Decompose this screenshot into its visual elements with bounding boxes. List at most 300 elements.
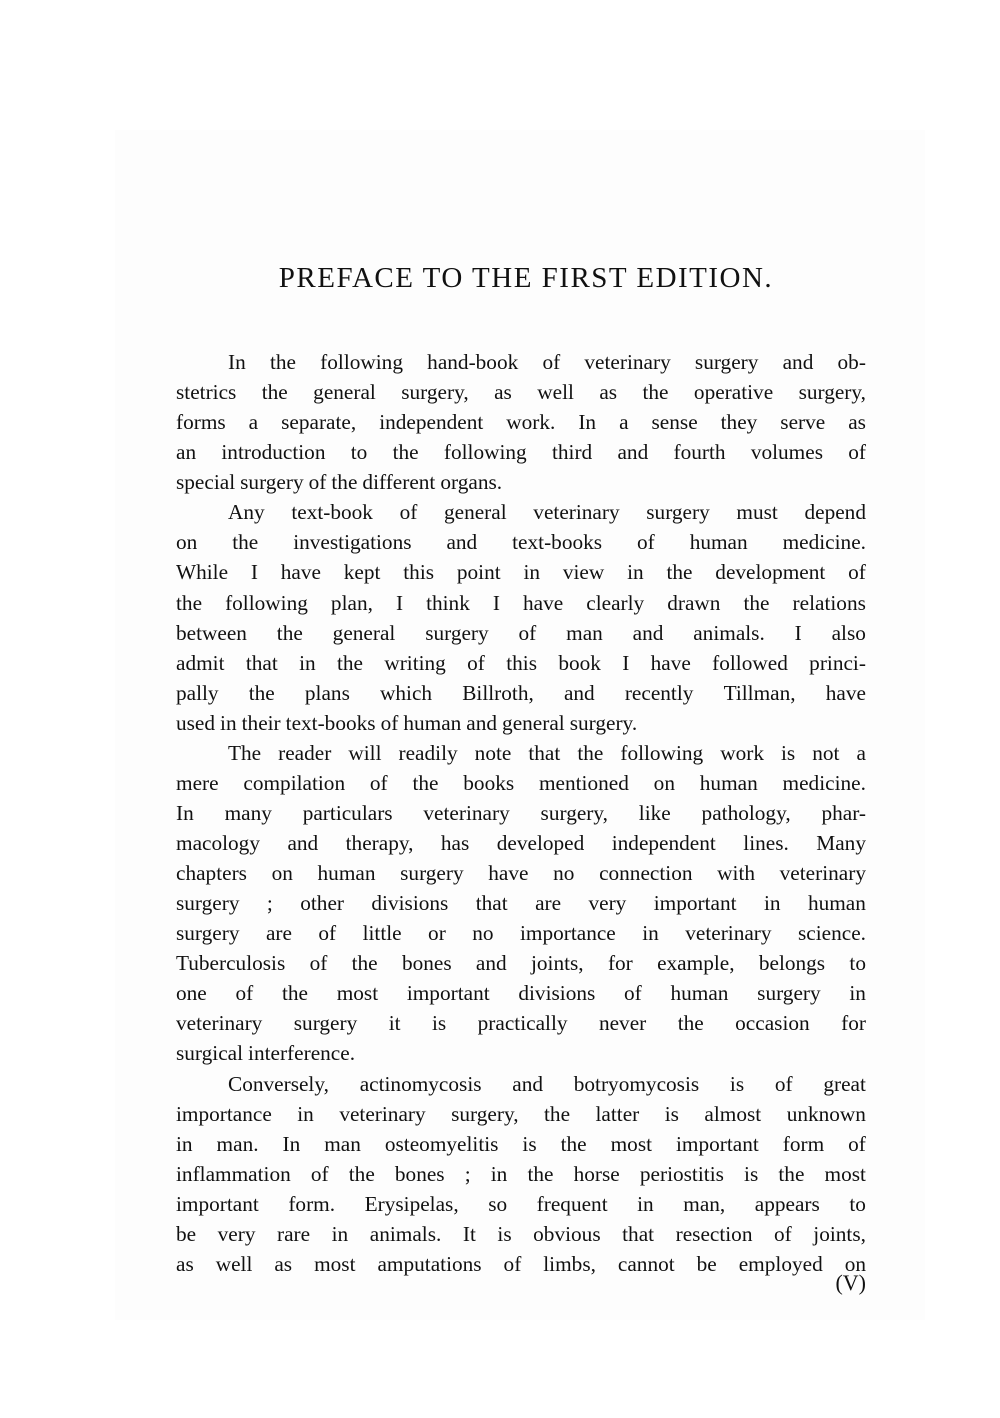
word: pally [176, 680, 219, 705]
word: In [228, 350, 246, 374]
word: the [261, 380, 288, 405]
word: limbs, [543, 1251, 596, 1276]
word: it [388, 1011, 401, 1036]
word: on [176, 530, 198, 555]
word: is [431, 1011, 447, 1036]
word: to [849, 951, 866, 976]
word: text-books [512, 530, 603, 555]
word: While [176, 560, 229, 585]
word: example, [657, 951, 735, 976]
word: in [523, 560, 541, 585]
word: special [176, 470, 236, 495]
word: surgery, [798, 380, 866, 405]
word: used [176, 710, 216, 735]
word: of [369, 770, 388, 795]
word: well [537, 380, 574, 405]
word: think [426, 590, 470, 615]
text-line [176, 708, 866, 738]
word: like [638, 800, 671, 825]
word: as [176, 1251, 194, 1276]
text-line [176, 1129, 866, 1159]
word: different [362, 470, 436, 495]
word: that [475, 891, 508, 916]
word: and [466, 710, 498, 735]
text-line [176, 738, 866, 768]
word: appears [754, 1191, 820, 1216]
word: must [736, 500, 778, 525]
word: occasion [735, 1011, 810, 1036]
word: surgery, [451, 1101, 519, 1126]
word: that [622, 1221, 655, 1246]
word: in [490, 1161, 508, 1186]
word: fourth [673, 440, 726, 465]
word: surgery [425, 620, 489, 645]
word: compilation [243, 770, 346, 795]
word: book [558, 650, 601, 675]
text-line [176, 467, 866, 497]
word: so [488, 1191, 508, 1216]
word: therapy, [345, 831, 414, 855]
word: macology [176, 831, 260, 855]
word: important [406, 981, 490, 1006]
word: the [778, 1161, 805, 1186]
word: which [380, 680, 433, 705]
word: of [774, 1071, 793, 1096]
word: actinomycosis [359, 1071, 482, 1096]
word: obvious [533, 1221, 601, 1246]
word: man [566, 620, 603, 645]
word: in [763, 891, 781, 916]
word: cannot [617, 1251, 675, 1276]
word: plans [304, 680, 350, 705]
word: of [467, 650, 485, 675]
word: human [689, 530, 748, 555]
word: have [280, 560, 321, 585]
word: I [492, 590, 500, 615]
word: surgical [176, 1041, 244, 1066]
word: following [225, 590, 308, 615]
word: other [300, 891, 344, 916]
text-line [176, 1189, 866, 1219]
word: form [782, 1131, 825, 1156]
word: view [562, 560, 605, 585]
word: readily [398, 740, 458, 765]
word: veterinary [779, 861, 866, 886]
word: that [528, 740, 561, 765]
word: the [281, 981, 308, 1006]
text-line [176, 888, 866, 918]
word: lines. [743, 831, 789, 855]
word: this [403, 560, 435, 585]
text-line [176, 588, 866, 618]
word: most [824, 1161, 866, 1186]
word: have [650, 650, 691, 675]
word: operative [693, 380, 774, 405]
word: man. [216, 1131, 259, 1156]
word: joints, [813, 1221, 866, 1246]
word: not [812, 740, 840, 765]
word: I [250, 560, 258, 585]
word: veterinary [423, 800, 510, 825]
word: the [176, 590, 203, 615]
word: have [825, 680, 866, 705]
word: important [176, 1191, 259, 1216]
word: the [351, 951, 378, 976]
word: of [318, 921, 337, 946]
word: note [474, 740, 512, 765]
word: are [265, 921, 292, 946]
word: science. [797, 921, 866, 946]
text-line [176, 678, 866, 708]
word: man, [683, 1191, 726, 1216]
text-line [176, 347, 866, 377]
word: practically [477, 1011, 568, 1036]
text-line [176, 1008, 866, 1038]
word: animals. [369, 1221, 442, 1246]
word: the [336, 650, 363, 675]
word: kept [343, 560, 381, 585]
word: a [856, 740, 866, 765]
word: separate, [281, 410, 357, 435]
text-line [176, 948, 866, 978]
word: as [848, 410, 866, 435]
text-line [176, 828, 866, 858]
text-line [176, 1069, 866, 1099]
word: for [607, 951, 633, 976]
word: the [269, 350, 296, 374]
word: investigations [293, 530, 412, 555]
word: the [276, 620, 303, 645]
word: in [220, 710, 237, 735]
word: little [362, 921, 402, 946]
word: volumes [750, 440, 823, 465]
word: frequent [536, 1191, 608, 1216]
word: no [472, 921, 494, 946]
text-line [176, 1249, 866, 1279]
word: mere [176, 770, 219, 795]
page-number: (V) [835, 1270, 866, 1295]
word: human [670, 981, 729, 1006]
word: important [653, 891, 737, 916]
word: surgery. [569, 710, 638, 735]
word: and [446, 530, 478, 555]
word: the [527, 1161, 554, 1186]
word: surgery [646, 500, 710, 525]
word: surgery [757, 981, 821, 1006]
word: as [599, 380, 618, 405]
word: veterinary [176, 1011, 263, 1036]
word: Erysipelas, [364, 1191, 459, 1216]
word: the [412, 770, 439, 795]
word: horse [573, 1161, 620, 1186]
word: to [350, 440, 368, 465]
word: interference. [248, 1041, 356, 1066]
word: human [403, 710, 462, 735]
word: of [503, 1251, 522, 1276]
word: point [456, 560, 501, 585]
word: human [317, 861, 376, 886]
word: surgery, [540, 800, 608, 825]
word: and [563, 680, 595, 705]
word: surgery [293, 1011, 358, 1036]
word: has [440, 831, 470, 855]
word: of [310, 1161, 329, 1186]
word: is [781, 740, 796, 765]
word: divisions [518, 981, 596, 1006]
word: between [176, 620, 247, 645]
word: be [176, 1221, 197, 1246]
word: veterinary [685, 921, 772, 946]
word: and [617, 440, 649, 465]
word: or [428, 921, 446, 946]
preface-body [176, 347, 866, 1279]
word: surgery [694, 350, 759, 374]
word: It [462, 1221, 476, 1246]
text-line [176, 858, 866, 888]
word: periostitis [639, 1161, 724, 1186]
word: surgery [400, 861, 464, 886]
word: on [844, 1251, 866, 1276]
word: work. [506, 410, 556, 435]
word: ; [464, 1161, 471, 1186]
word: an [176, 440, 197, 465]
word: have [523, 590, 564, 615]
word: inflammation [176, 1161, 291, 1186]
word: general [313, 380, 376, 405]
word: on [271, 861, 293, 886]
word: sense [651, 410, 698, 435]
word: a [248, 410, 259, 435]
word: most [314, 1251, 356, 1276]
word: will [348, 740, 382, 765]
word: ; [266, 891, 273, 916]
text-line [176, 527, 866, 557]
word: organs. [440, 470, 503, 495]
word: connection [599, 861, 693, 886]
word: text-book [291, 500, 373, 525]
word: veterinary [533, 500, 620, 525]
word: the [743, 590, 770, 615]
word: forms [176, 410, 226, 435]
word: never [598, 1011, 647, 1036]
text-line [176, 1219, 866, 1249]
word: independent [611, 831, 716, 855]
word: very [588, 891, 627, 916]
word: particulars [302, 800, 393, 825]
word: in [849, 981, 866, 1006]
word: is [522, 1131, 537, 1156]
word: writing [384, 650, 446, 675]
word: in [297, 1101, 314, 1126]
word: the [544, 1101, 571, 1126]
word: joints, [530, 951, 584, 976]
word: is [744, 1161, 759, 1186]
word: clearly [586, 590, 645, 615]
word: unknown [786, 1101, 866, 1126]
word: and [512, 1071, 544, 1096]
word: text-books [285, 710, 376, 735]
word: that [245, 650, 278, 675]
word: in [299, 650, 316, 675]
word: also [831, 620, 866, 645]
word: medicine. [782, 530, 866, 555]
word: this [506, 650, 537, 675]
word: the [248, 680, 275, 705]
word: the [392, 440, 419, 465]
page-title: PREFACE TO THE FIRST EDITION. [278, 262, 774, 295]
word: and [475, 951, 507, 976]
word: The [228, 740, 262, 765]
word: almost [704, 1101, 762, 1126]
word: Tillman, [723, 680, 796, 705]
word: following [443, 440, 527, 465]
word: as [494, 380, 512, 405]
word: hand-book [427, 350, 519, 374]
word: princi- [809, 650, 866, 675]
word: of [399, 500, 418, 525]
word: in [637, 1191, 654, 1216]
word: independent [379, 410, 484, 435]
word: for [841, 1011, 866, 1036]
text-line [176, 407, 866, 437]
word: veterinary [584, 350, 671, 374]
word: general [443, 500, 507, 525]
word: I [794, 620, 802, 645]
word: importance [176, 1101, 272, 1126]
word: the [232, 530, 259, 555]
word: very [217, 1221, 256, 1246]
word: the [577, 740, 604, 765]
word: the [677, 1011, 704, 1036]
word: books [463, 770, 515, 795]
word: Tuberculosis [176, 951, 286, 976]
word: important [676, 1131, 759, 1156]
word: and [287, 831, 319, 855]
word: and [782, 350, 814, 374]
word: surgery, [401, 380, 469, 405]
word: is [729, 1071, 745, 1096]
word: no [553, 861, 575, 886]
word: great [823, 1071, 866, 1096]
word: form. [288, 1191, 336, 1216]
word: most [610, 1131, 653, 1156]
word: to [849, 1191, 866, 1216]
word: of [637, 530, 655, 555]
word: their [241, 710, 281, 735]
word: admit [176, 650, 225, 675]
word: ob- [837, 350, 866, 374]
word: well [215, 1251, 253, 1276]
word: following [620, 740, 704, 765]
word: of [518, 620, 537, 645]
word: In [578, 410, 597, 435]
word: of [848, 440, 866, 465]
word: human [699, 770, 758, 795]
text-line [176, 1099, 866, 1129]
word: have [488, 861, 529, 886]
word: general [502, 710, 565, 735]
word: surgery [176, 891, 240, 916]
text-line [176, 1159, 866, 1189]
word: plan, [330, 590, 373, 615]
word: third [551, 440, 593, 465]
word: relations [792, 590, 866, 615]
word: bones [401, 951, 452, 976]
word: pathology, [701, 800, 791, 825]
word: recently [624, 680, 694, 705]
word: one [176, 981, 207, 1006]
word: botryomycosis [573, 1071, 700, 1096]
word: the [642, 380, 669, 405]
text-line [176, 918, 866, 948]
text-line [176, 497, 866, 527]
word: they [720, 410, 758, 435]
word: of [774, 1221, 792, 1246]
word: with [717, 861, 756, 886]
word: in [627, 560, 644, 585]
word: mentioned [538, 770, 629, 795]
word: and [632, 620, 664, 645]
word: is [664, 1101, 679, 1126]
word: most [336, 981, 379, 1006]
word: general [332, 620, 396, 645]
text-line [176, 648, 866, 678]
word: of [380, 710, 399, 735]
word: following [320, 350, 403, 374]
word: Any [228, 500, 265, 525]
word: Billroth, [462, 680, 534, 705]
text-line [176, 557, 866, 587]
word: are [535, 891, 562, 916]
word: drawn [667, 590, 721, 615]
text-line [176, 798, 866, 828]
word: human [807, 891, 866, 916]
word: belongs [758, 951, 826, 976]
word: In [282, 1131, 301, 1156]
word: stetrics [176, 380, 237, 405]
word: phar- [821, 800, 866, 825]
word: of [235, 981, 254, 1006]
word: of [848, 560, 866, 585]
word: divisions [371, 891, 449, 916]
text-line [176, 1038, 866, 1068]
word: serve [780, 410, 826, 435]
word: animals. [693, 620, 765, 645]
word: resection [675, 1221, 753, 1246]
word: on [653, 770, 675, 795]
word: development [715, 560, 826, 585]
word: man [324, 1131, 361, 1156]
word: the [666, 560, 693, 585]
text-line [176, 437, 866, 467]
word: chapters [176, 861, 247, 886]
word: employed [738, 1251, 823, 1276]
word: amputations [377, 1251, 482, 1276]
word: latter [595, 1101, 640, 1126]
word: rare [277, 1221, 311, 1246]
word: be [696, 1251, 717, 1276]
word: of [308, 470, 327, 495]
word: the [348, 1161, 375, 1186]
word: bones [394, 1161, 445, 1186]
text-line [176, 768, 866, 798]
word: importance [519, 921, 616, 946]
word: osteomyelitis [384, 1131, 499, 1156]
word: veterinary [339, 1101, 426, 1126]
text-line [176, 618, 866, 648]
word: surgery [176, 921, 240, 946]
word: of [542, 350, 561, 374]
